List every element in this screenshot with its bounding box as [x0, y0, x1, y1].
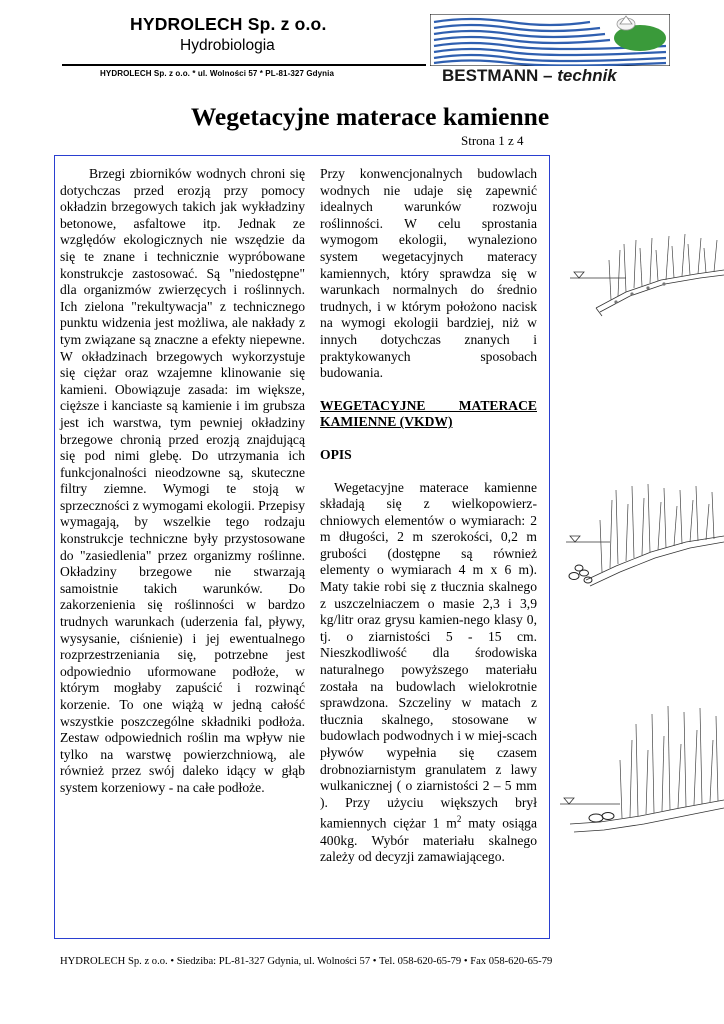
- document-title: Wegetacyjne materace kamienne: [190, 102, 550, 131]
- section-subheading: OPIS: [320, 446, 352, 462]
- description-text-end: maty osiąga 400kg. Wybór materiału skalnego zależy od decyzji zamawiającego.: [320, 815, 537, 865]
- left-column: [60, 166, 305, 797]
- description-paragraph: [320, 480, 537, 866]
- superscript-two: 2: [456, 814, 462, 825]
- description-text: Wegetacyjne materace kamienne składają się z wielkopowierz-chniowych elementów o wymiarach: 2 m długości, 2 m szerokości, 0,2 m grubości (dostępne są również elementy o wymiarach 4 m x 6 m). Maty takie robi się z tłucznia skalnego z uszczelniaczem o masie 2,3 i 3,9 kg/litr oraz grysu kamien-nego klasy 0, tj. o ziarnistości 5 - 15 cm. Nieszkodliwość dla środowiska naturalnego powyższego materiału została na budowlach wielokrotnie sprawdzona. Szczeliny w matach z tłucznia skalnego, stosowane w budowlach podwodnych i w miej-scach pływów wypełnia się czasem drobnoziarnistym granulatem z lawy wulkanicznej ( o ziarnistości 2 – 5 mm ). Przy użyciu większych brył kamiennych ciężar 1 m: [320, 479, 537, 831]
- right-column: [320, 166, 537, 866]
- page-number: Strona 1 z 4: [461, 133, 524, 148]
- partner-logo-name: BESTMANN –: [442, 66, 553, 85]
- bank-vegetation-sketch-icon: [566, 480, 724, 600]
- header-rule: [62, 64, 426, 66]
- partner-logo-waves-icon: [430, 14, 670, 66]
- bank-vegetation-sketch-icon: [566, 230, 724, 340]
- bank-vegetation-sketch-icon: [560, 700, 724, 840]
- page-footer: HYDROLECH Sp. z o.o. • Siedziba: PL-81-327 Gdynia, ul. Wolności 57 • Tel. 058-620-65-79 • Fax 058-620-65-79: [60, 956, 553, 967]
- left-column-paragraph: Brzegi zbiorników wodnych chroni się dotychczas przed erozją przy pomocy okładzin brzegowych takich jak wykładziny betonowe, asfaltowe itp. Jednak ze względów ekologicznych nie wszędzie da się te znane i technicznie wypróbowane konstrukcje zastosować. Są "niedostępne" dla organizmów zwierzęcych i roślinnych. Ich zielona "rekultywacja" z technicznego punktu widzenia jest możliwa, ale nakłady z tym związane są znaczne a efekty niepewne. W okładzinach brzegowych wykorzystuje się ciężar oraz wzajemne klinowanie się kamieni. Obowiązuje zasada: im większe, cięższe i kanciaste są kamienie i im grubsza jest ich warstwa, tym pewniej okładziny brzegowe chronią przed erozją znajdującą się pod nimi glebę. Do utrzymania ich funkcjonalności nieodzowne są, skuteczne filtry ziemne. Wymogi te stoją w sprzeczności z wymogami ekologii. Przepisy wymagają, by wszelkie tego rodzaju konstrukcje techniczne były przystosowane do "zasiedlenia" przez organizmy roślinne. Okładziny brzegowe nie stwarzają samoistnie takich warunków. Do zakorzenienia się roślinności w bardzo trudnych warunkach (uderzenia fal, pływy, wysysanie, ciśnienie) i jej ewentualnego rozprzestrzeniania się, potrzebne jest odpowiednio uformowane podłoże, w którym mogłaby zapuścić i rozwinąć korzenie. To one wiążą w jedną całość wszystkie poszczególne składniki podłoża. Zestaw odpowiednich roślin ma wpływ nie tylko na warstwę powierzchniową, ale również przez swój daleko idący w głąb system korzeniowy - na całe podłoże.: [60, 166, 305, 795]
- company-subtitle: Hydrobiologia: [180, 37, 275, 54]
- company-name: HYDROLECH Sp. z o.o.: [130, 14, 327, 34]
- right-intro-paragraph: Przy konwencjonalnych budowlach wodnych nie udaje się zapewnić idealnych warunków rozwoju roślinności. W celu sprostania wymogom ekologii, wynaleziono system wegetacyjnych materacy kamiennych, który sprawdza się w warunkach normalnych do średnio trudnych, i w którym położono nacisk na wymogi ekologii bardziej, niż w innych dotychczas znanych i praktykowanych sposobach budowania.: [320, 166, 537, 381]
- section-heading: WEGETACYJNE MATERACE KAMIENNE (VKDW): [320, 397, 537, 430]
- header-address: HYDROLECH Sp. z o.o. * ul. Wolności 57 * PL-81-327 Gdynia: [100, 69, 335, 78]
- partner-logo-text: [442, 66, 617, 86]
- partner-logo-suffix: technik: [557, 66, 617, 85]
